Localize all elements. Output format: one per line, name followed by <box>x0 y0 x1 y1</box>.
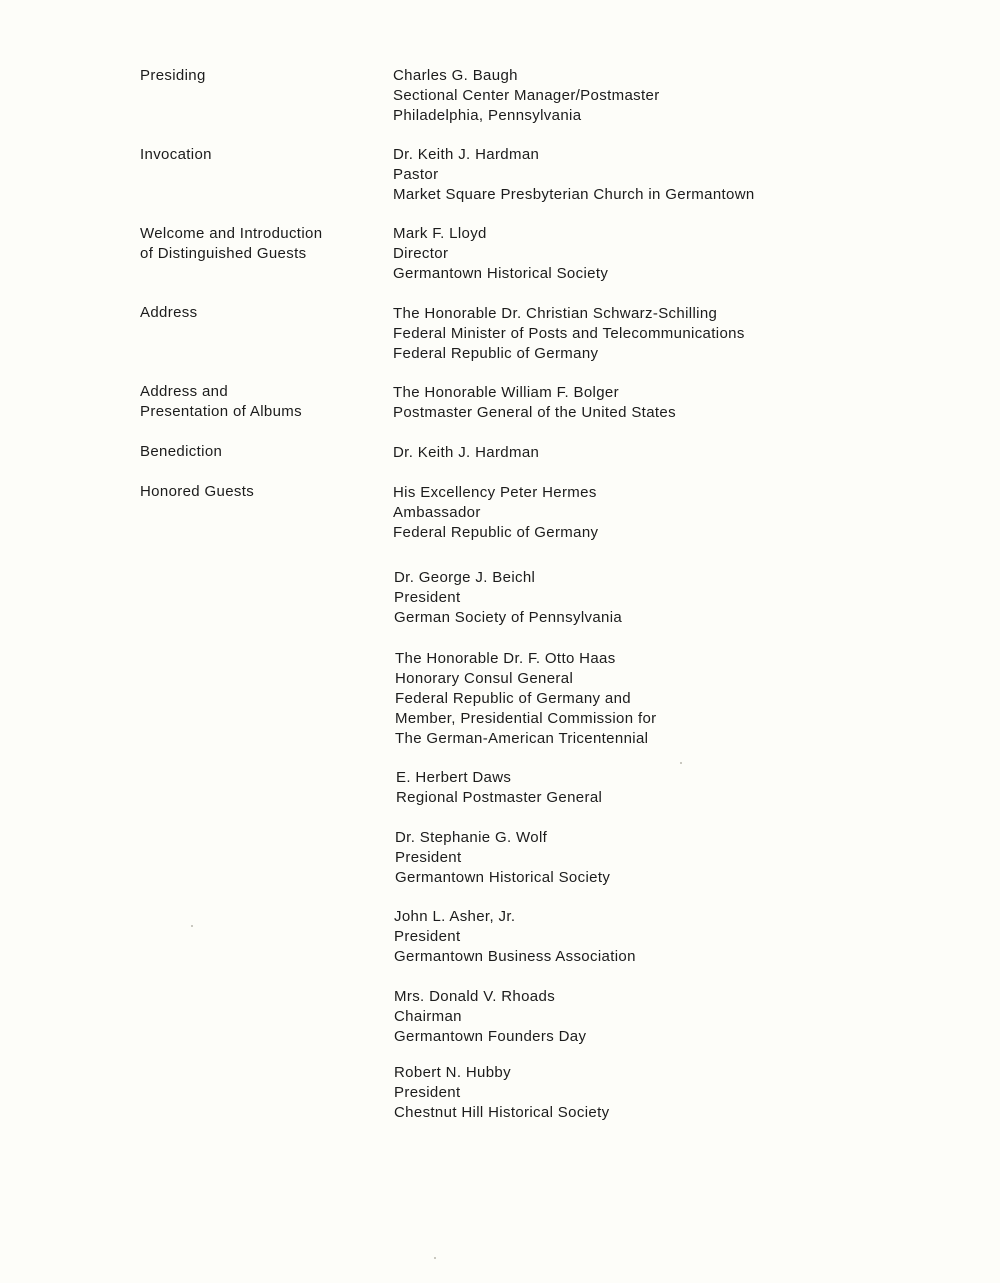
name-line: Sectional Center Manager/Postmaster <box>393 87 660 104</box>
guest-line: Dr. George J. Beichl <box>394 569 536 586</box>
name-line: Ambassador <box>393 504 481 521</box>
guest-line: Member, Presidential Commission for <box>395 710 657 727</box>
paper-speck <box>434 1257 436 1259</box>
role-line: of Distinguished Guests <box>140 245 307 262</box>
role-line: Honored Guests <box>140 483 255 500</box>
name-line: Dr. Keith J. Hardman <box>393 444 540 461</box>
honored-guest <box>394 907 636 967</box>
guest-line: President <box>394 928 461 945</box>
guest-line: President <box>395 849 462 866</box>
guest-line: Germantown Founders Day <box>394 1028 587 1045</box>
guest-line: Regional Postmaster General <box>396 789 603 806</box>
guest-line: Robert N. Hubby <box>394 1064 511 1081</box>
name-line: Federal Minister of Posts and Telecommunications <box>393 325 745 342</box>
name-line: Federal Republic of Germany <box>393 524 599 541</box>
guest-line: E. Herbert Daws <box>396 769 512 786</box>
name-line: The Honorable Dr. Christian Schwarz-Schilling <box>393 305 718 322</box>
guest-line: Germantown Business Association <box>394 948 636 965</box>
name-line: Pastor <box>393 166 439 183</box>
program-role <box>140 224 322 264</box>
name-line: The Honorable William F. Bolger <box>393 384 619 401</box>
paper-speck <box>191 925 193 927</box>
role-line: Presentation of Albums <box>140 403 302 420</box>
program-names <box>393 304 745 364</box>
honored-guest <box>394 568 622 628</box>
name-line: Market Square Presbyterian Church in Germantown <box>393 186 755 203</box>
role-line: Presiding <box>140 67 206 84</box>
name-line: Dr. Keith J. Hardman <box>393 146 540 163</box>
program-role <box>140 145 212 165</box>
name-line: Charles G. Baugh <box>393 67 518 84</box>
role-line: Invocation <box>140 146 212 163</box>
name-line: Mark F. Lloyd <box>393 225 487 242</box>
program-role <box>140 382 302 422</box>
role-line: Address <box>140 304 198 321</box>
role-line: Address and <box>140 383 229 400</box>
program-role <box>140 303 197 323</box>
name-line: Germantown Historical Society <box>393 265 609 282</box>
program-role <box>140 66 206 86</box>
guest-line: Mrs. Donald V. Rhoads <box>394 988 556 1005</box>
program-names <box>393 483 598 543</box>
name-line: Federal Republic of Germany <box>393 345 599 362</box>
honored-guest <box>395 828 610 888</box>
guest-line: John L. Asher, Jr. <box>394 908 516 925</box>
program-names <box>393 66 660 126</box>
program-names <box>393 224 608 284</box>
program-role <box>140 442 222 462</box>
role-line: Welcome and Introduction <box>140 225 323 242</box>
paper-speck <box>680 762 682 764</box>
guest-line: Chairman <box>394 1008 462 1025</box>
role-line: Benediction <box>140 443 223 460</box>
program-names <box>393 145 755 205</box>
honored-guest <box>394 1063 609 1123</box>
honored-guest <box>395 649 657 749</box>
program-names <box>393 443 539 463</box>
guest-line: The German-American Tricentennial <box>395 730 649 747</box>
guest-line: President <box>394 589 461 606</box>
name-line: Director <box>393 245 449 262</box>
honored-guest <box>396 768 602 808</box>
guest-line: The Honorable Dr. F. Otto Haas <box>395 650 616 667</box>
guest-line: President <box>394 1084 461 1101</box>
guest-line: Dr. Stephanie G. Wolf <box>395 829 548 846</box>
guest-line: Chestnut Hill Historical Society <box>394 1104 610 1121</box>
program-names <box>393 383 676 423</box>
guest-line: Federal Republic of Germany and <box>395 690 631 707</box>
guest-line: Honorary Consul General <box>395 670 574 687</box>
guest-line: German Society of Pennsylvania <box>394 609 623 626</box>
name-line: His Excellency Peter Hermes <box>393 484 597 501</box>
honored-guest <box>394 987 586 1047</box>
guest-line: Germantown Historical Society <box>395 869 611 886</box>
name-line: Philadelphia, Pennsylvania <box>393 107 582 124</box>
name-line: Postmaster General of the United States <box>393 404 676 421</box>
program-role <box>140 482 254 502</box>
